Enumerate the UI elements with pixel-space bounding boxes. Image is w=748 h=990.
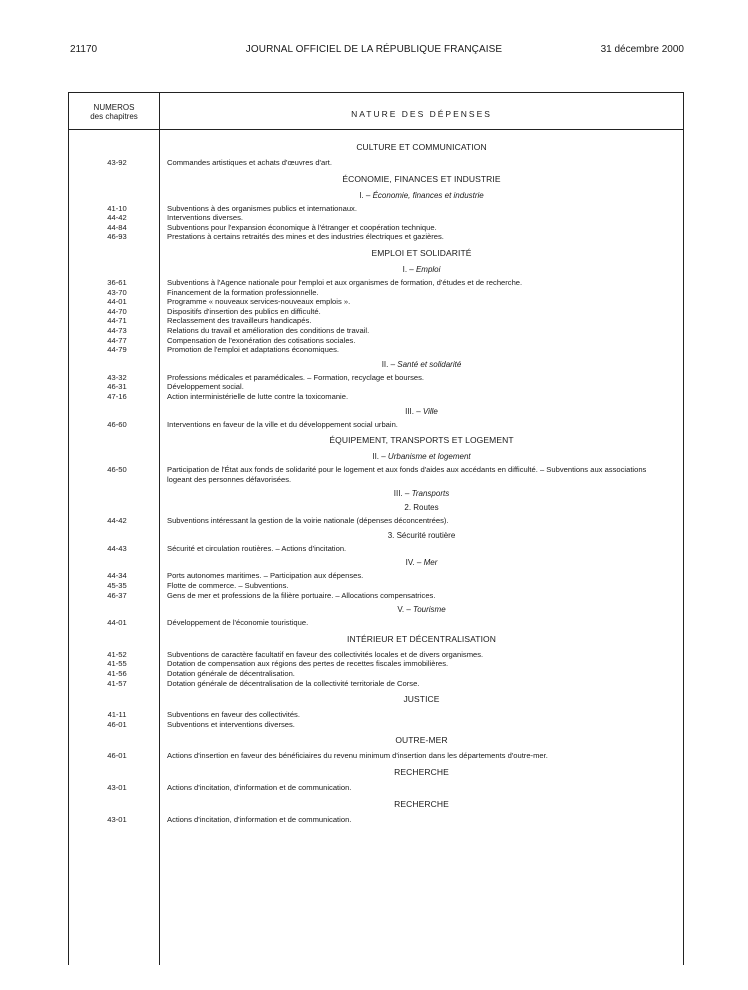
table-row <box>69 571 683 581</box>
chapter-numbers-header-line2: des chapitres <box>90 112 138 121</box>
row-group <box>69 815 683 825</box>
chapter-number: 41-56 <box>107 669 127 679</box>
table-row <box>69 316 683 326</box>
expense-description: Développement de l'économie touristique. <box>167 618 309 628</box>
chapter-number: 44-71 <box>107 316 127 326</box>
subsection-prefix: II. – <box>372 452 388 462</box>
table-row <box>69 465 683 484</box>
expense-description: Dotation de compensation aux régions des pertes de recettes fiscales immobilières. <box>167 659 449 669</box>
table-row <box>69 307 683 317</box>
expense-description: Compensation de l'exonération des cotisations sociales. <box>167 335 356 345</box>
table-row <box>69 751 683 761</box>
subsection-name: Emploi <box>415 264 441 274</box>
table-row <box>69 618 683 628</box>
table-header-row <box>69 93 683 130</box>
table-row <box>69 710 683 720</box>
section-title: ÉQUIPEMENT, TRANSPORTS ET LOGEMENT <box>329 435 514 446</box>
expense-nature-header: NATURE DES DÉPENSES <box>351 109 492 119</box>
expense-description: Participation de l'État aux fonds de solidarité pour le logement et aux fonds d'aides aux accédants en difficulté. – Subventions aux associations logeant des personnes défavorisées. <box>167 465 647 484</box>
table-row <box>69 544 683 554</box>
row-group <box>69 204 683 242</box>
chapter-number: 41-10 <box>107 203 127 213</box>
row-group <box>69 571 683 600</box>
chapter-number: 46-93 <box>107 232 127 242</box>
row-group <box>69 751 683 761</box>
subsection-name: Économie, finances et industrie <box>372 190 484 200</box>
expense-description: Interventions en faveur de la ville et du développement social urbain. <box>167 419 398 429</box>
subsection-name: Transports <box>411 489 450 499</box>
chapter-number: 46-60 <box>107 419 127 429</box>
row-group <box>69 420 683 430</box>
subsection-subtitle: 3. Sécurité routière <box>387 530 456 540</box>
row-group <box>69 158 683 168</box>
expense-description: Subventions et interventions diverses. <box>167 719 295 729</box>
chapter-number: 46-37 <box>107 590 127 600</box>
section-title: OUTRE-MER <box>395 735 448 746</box>
table-row <box>69 783 683 793</box>
chapter-number: 41-11 <box>107 710 127 720</box>
subsection-prefix: IV. – <box>405 558 424 568</box>
chapter-number: 44-01 <box>107 618 127 628</box>
chapter-number: 44-42 <box>107 516 127 526</box>
row-group <box>69 516 683 526</box>
subsection-prefix: III. – <box>393 489 412 499</box>
chapter-numbers-header <box>69 103 159 121</box>
expense-description: Sécurité et circulation routières. – Actions d'incitation. <box>167 543 347 553</box>
section-title: RECHERCHE <box>394 767 449 777</box>
table-row <box>69 158 683 168</box>
expense-description: Subventions à l'Agence nationale pour l'emploi et aux organismes de formation, d'études et de recherche. <box>167 277 523 287</box>
chapter-number: 41-57 <box>107 678 127 688</box>
chapter-number: 41-52 <box>107 649 127 659</box>
chapter-number: 44-77 <box>107 335 127 345</box>
chapter-number: 43-01 <box>107 783 127 792</box>
expense-description: Financement de la formation professionnelle. <box>167 287 319 297</box>
expense-description: Actions d'incitation, d'information et de communication. <box>167 814 352 824</box>
subsection-title <box>160 406 683 417</box>
table-row <box>69 232 683 242</box>
expense-description: Action interministérielle de lutte contre la toxicomanie. <box>167 391 349 401</box>
row-group <box>69 278 683 355</box>
chapter-number: 41-55 <box>107 659 127 669</box>
table-row <box>69 516 683 526</box>
table-row <box>69 815 683 825</box>
subsection-subtitle: 2. Routes <box>404 503 439 513</box>
expense-description: Actions d'incitation, d'information et de communication. <box>167 783 352 792</box>
chapter-number: 46-01 <box>107 751 127 761</box>
chapter-number: 43-32 <box>107 372 127 382</box>
expense-description: Professions médicales et paramédicales. – Formation, recyclage et bourses. <box>167 372 425 382</box>
table-row <box>69 297 683 307</box>
row-group <box>69 650 683 688</box>
chapter-number: 44-01 <box>107 297 127 307</box>
section-title: JUSTICE <box>403 694 440 705</box>
chapter-number: 44-79 <box>107 345 127 355</box>
chapter-number: 45-35 <box>107 581 127 591</box>
table-row <box>69 591 683 601</box>
subsection-title <box>160 359 683 370</box>
chapter-number: 44-84 <box>107 222 127 232</box>
row-group <box>69 618 683 628</box>
table-row <box>69 659 683 669</box>
chapter-number: 46-01 <box>107 719 127 729</box>
subsection-prefix: II. – <box>381 359 398 369</box>
row-group <box>69 710 683 729</box>
subsection-title <box>160 488 683 499</box>
chapter-number: 44-43 <box>107 543 127 553</box>
table-row <box>69 204 683 214</box>
section-title: EMPLOI ET SOLIDARITÉ <box>371 247 472 258</box>
subsection-name: Urbanisme et logement <box>387 452 471 462</box>
table-row <box>69 213 683 223</box>
table-body <box>69 141 683 828</box>
expense-description: Subventions intéressant la gestion de la voirie nationale (dépenses déconcentrées). <box>167 516 449 526</box>
expense-description: Relations du travail et amélioration des conditions de travail. <box>167 325 370 335</box>
row-group <box>69 544 683 554</box>
chapter-number: 43-01 <box>107 814 127 824</box>
expense-description: Développement social. <box>167 382 244 392</box>
row-group <box>69 783 683 793</box>
row-group <box>69 465 683 484</box>
subsection-prefix: I. – <box>359 190 373 200</box>
expense-description: Actions d'insertion en faveur des bénéficiaires du revenu minimum d'insertion dans les départements d'outre-mer. <box>167 751 548 761</box>
subsection-title <box>160 557 683 568</box>
subsection-prefix: V. – <box>397 605 414 615</box>
chapter-number: 44-70 <box>107 306 127 316</box>
expense-description: Reclassement des travailleurs handicapés. <box>167 316 312 326</box>
table-row <box>69 336 683 346</box>
chapter-number: 36-61 <box>107 277 127 287</box>
chapter-number: 44-42 <box>107 213 127 223</box>
section-title: CULTURE ET COMMUNICATION <box>356 142 487 152</box>
table-row <box>69 288 683 298</box>
expense-description: Ports autonomes maritimes. – Participation aux dépenses. <box>167 571 364 581</box>
table-row <box>69 669 683 679</box>
expense-description: Subventions à des organismes publics et internationaux. <box>167 203 357 213</box>
subsection-name: Ville <box>422 406 438 416</box>
section-title: ÉCONOMIE, FINANCES ET INDUSTRIE <box>342 173 501 184</box>
section-title: RECHERCHE <box>394 798 449 809</box>
publication-date: 31 décembre 2000 <box>600 44 684 55</box>
chapter-number: 43-70 <box>107 287 127 297</box>
chapter-number: 46-31 <box>107 382 127 392</box>
subsection-prefix: I. – <box>402 264 416 274</box>
expense-description: Flotte de commerce. – Subventions. <box>167 581 289 591</box>
table-row <box>69 326 683 336</box>
subsection-title <box>160 451 683 462</box>
table-row <box>69 581 683 591</box>
table-row <box>69 392 683 402</box>
table-row <box>69 382 683 392</box>
table-row <box>69 223 683 233</box>
chapter-number: 44-73 <box>107 325 127 335</box>
expense-description: Subventions en faveur des collectivités. <box>167 710 300 720</box>
chapter-number: 46-50 <box>107 465 127 475</box>
chapter-number: 47-16 <box>107 391 127 401</box>
expense-description: Promotion de l'emploi et adaptations économiques. <box>167 345 339 355</box>
expenses-table <box>68 92 684 965</box>
expense-description: Gens de mer et professions de la filière portuaire. – Allocations compensatrices. <box>167 590 436 600</box>
expense-description: Prestations à certains retraités des mines et des industries électriques et gazières. <box>167 232 444 242</box>
expense-description: Dotation générale de décentralisation de la collectivité territoriale de Corse. <box>167 678 420 688</box>
subsection-title <box>160 190 683 201</box>
subsection-name: Tourisme <box>413 605 446 615</box>
table-row <box>69 373 683 383</box>
table-row <box>69 420 683 430</box>
page-header <box>0 44 748 58</box>
expense-description: Dotation générale de décentralisation. <box>167 669 295 679</box>
page-number: 21170 <box>70 44 98 55</box>
subsection-name: Santé et solidarité <box>397 359 462 369</box>
subsection-title <box>160 264 683 275</box>
chapter-number: 43-92 <box>107 158 127 167</box>
row-group <box>69 373 683 402</box>
expense-description: Subventions de caractère facultatif en faveur des collectivités locales et de divers organismes. <box>167 649 484 659</box>
expense-description: Interventions diverses. <box>167 213 243 223</box>
table-row <box>69 720 683 730</box>
journal-title: JOURNAL OFFICIEL DE LA RÉPUBLIQUE FRANÇAISE <box>245 44 503 55</box>
table-row <box>69 278 683 288</box>
subsection-title <box>160 604 683 615</box>
expense-description: Commandes artistiques et achats d'œuvres d'art. <box>167 158 332 167</box>
expense-description: Subventions pour l'expansion économique à l'étranger et coopération technique. <box>167 222 437 232</box>
expense-description: Dispositifs d'insertion des publics en difficulté. <box>167 306 321 316</box>
chapter-number: 44-34 <box>107 571 127 581</box>
expense-description: Programme « nouveaux services-nouveaux emplois ». <box>167 297 351 307</box>
section-title: INTÉRIEUR ET DÉCENTRALISATION <box>347 633 496 644</box>
table-row <box>69 650 683 660</box>
table-row <box>69 345 683 355</box>
subsection-prefix: III. – <box>405 406 423 416</box>
subsection-name: Mer <box>423 558 438 568</box>
chapter-numbers-header-line1: NUMEROS <box>93 103 135 112</box>
table-row <box>69 679 683 689</box>
